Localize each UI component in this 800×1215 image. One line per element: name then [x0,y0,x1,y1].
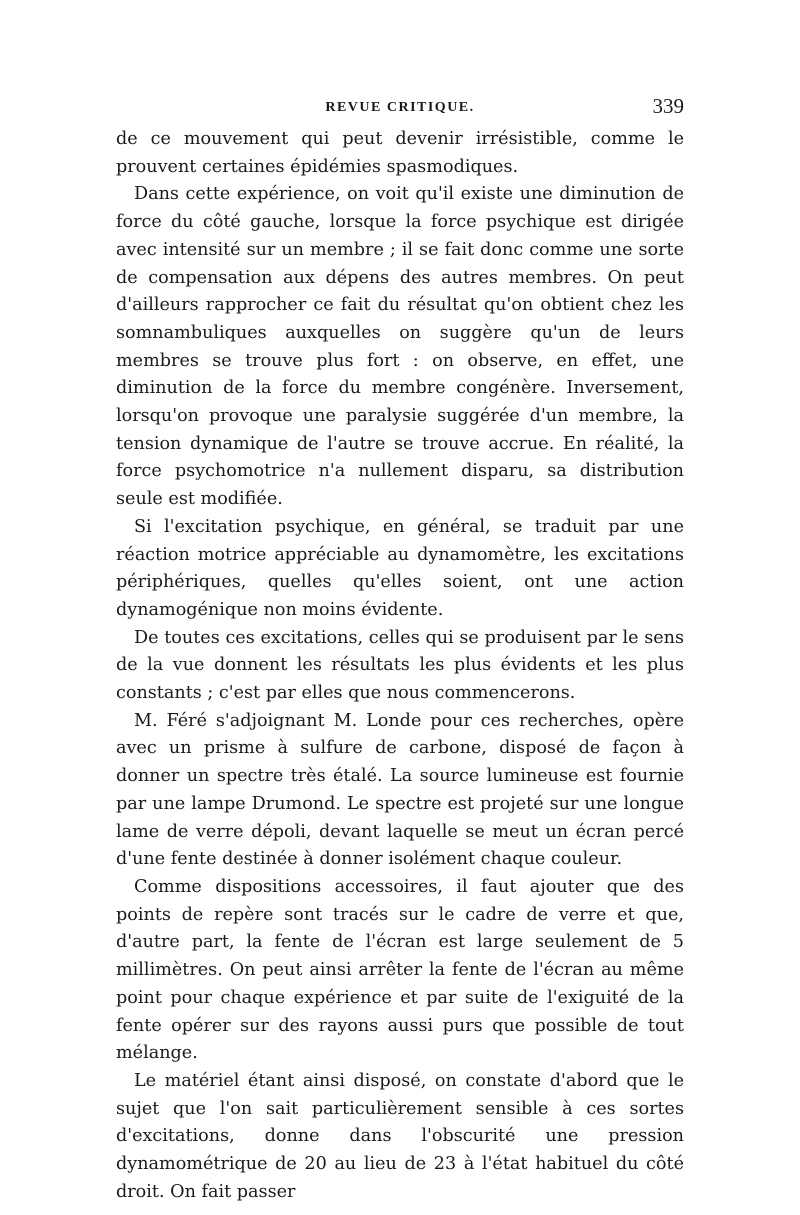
paragraph: Comme dispositions accessoires, il faut ajouter que des points de repère sont tracés sur le cadre de verre et que, d'autre part, la fente de l'écran est large seulement de 5 millimètres. On peut ainsi arrêter la fente de l'écran au même point pour chaque expérience et par suite de l'exiguité de la fente opérer sur des rayons aussi purs que possible de tout mélange. [116,876,684,1064]
running-header [116,92,684,126]
book-page [116,92,684,1206]
paragraph: Dans cette expérience, on voit qu'il existe une diminution de force du côté gauche, lorsque la force psychique est dirigée avec intensité sur un membre ; il se fait donc comme une sorte de compensation aux dépens des autres membres. On peut d'ailleurs rapprocher ce fait du résultat qu'on obtient chez les somnambuliques auxquelles on suggère qu'un de leurs membres se trouve plus fort : on observe, en effet, une diminution de la force du membre congénère. Inversement, lorsqu'on provoque une paralysie suggérée d'un membre, la tension dynamique de l'autre se trouve accrue. En réalité, la force psychomotrice n'a nullement disparu, sa distribution seule est modifiée. [116,184,684,510]
paragraph: De toutes ces excitations, celles qui se produisent par le sens de la vue donnent les résultats les plus évidents et les plus constants ; c'est par elles que nous commencerons. [116,627,684,704]
paragraph: Le matériel étant ainsi disposé, on constate d'abord que le sujet que l'on sait particulièrement sensible à ces sortes d'excitations, donne dans l'obscurité une pression dynamométrique de 20 au lieu de 23 à l'état habituel du côté droit. On fait passer [116,1070,684,1202]
page-number: 339 [652,94,684,118]
paragraph-continuation: de ce mouvement qui peut devenir irrésistible, comme le prouvent certaines épidémies spasmodiques. [116,129,684,177]
paragraph: Si l'excitation psychique, en général, se traduit par une réaction motrice appréciable au dynamomètre, les excitations périphériques, quelles qu'elles soient, ont une action dynamogénique non moins évidente. [116,516,684,620]
body-text [116,126,684,1206]
paragraph: M. Féré s'adjoignant M. Londe pour ces recherches, opère avec un prisme à sulfure de carbone, disposé de façon à donner un spectre très étalé. La source lumineuse est fournie par une lampe Drumond. Le spectre est projeté sur une longue lame de verre dépoli, devant laquelle se meut un écran percé d'une fente destinée à donner isolément chaque couleur. [116,710,684,870]
running-title: REVUE CRITIQUE. [325,100,475,115]
